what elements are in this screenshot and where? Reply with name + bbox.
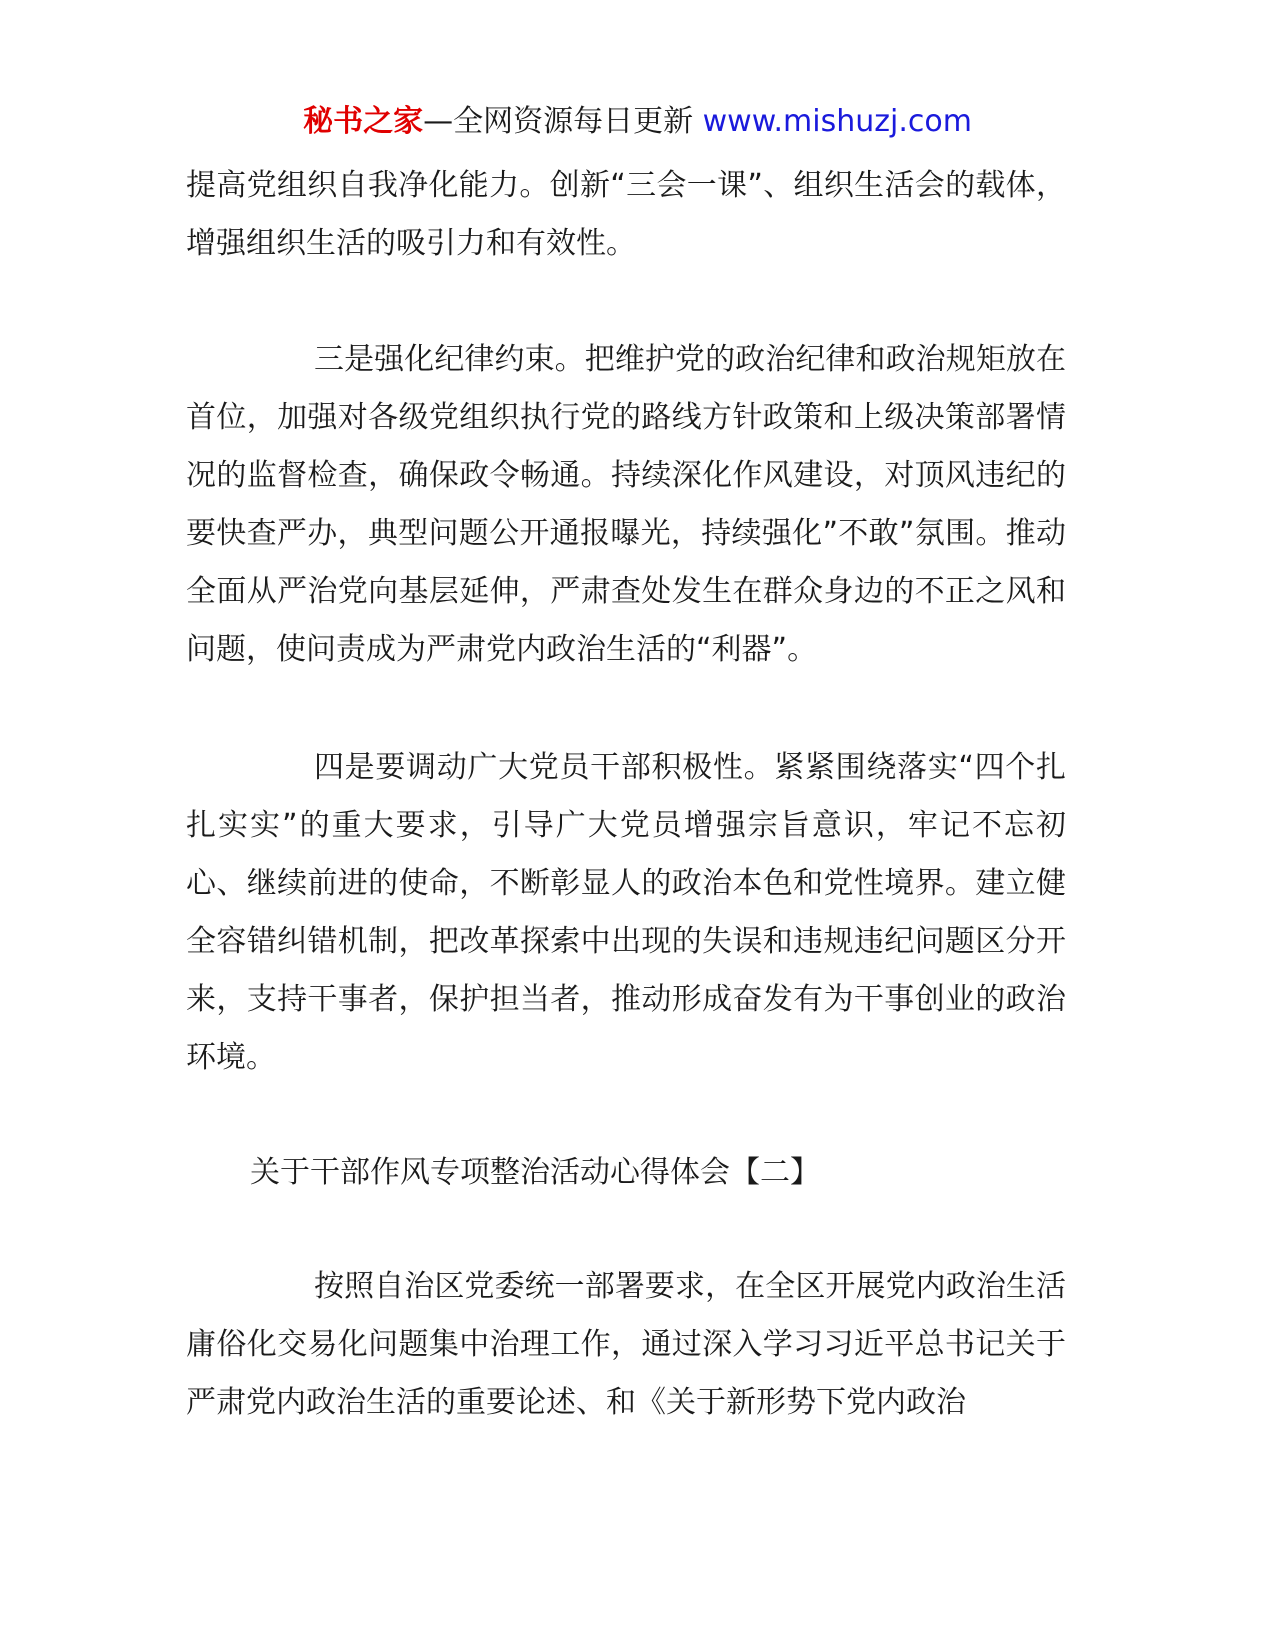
paragraph-deployment: 按照自治区党委统一部署要求，在全区开展党内政治生活庸俗化交易化问题集中治理工作，通过深入学习习近平总书记关于严肃党内政治生活的重要论述、和《关于新形势下党内政治 — [186, 1269, 1066, 1420]
site-url-link[interactable]: www.mishuzj.com — [702, 104, 972, 139]
paragraph-motivation: 四是要调动广大党员干部积极性。紧紧围绕落实“四个扎扎实实”的重大要求，引导广大党员增强宗旨意识，牢记不忘初心、继续前进的使命，不断彰显人的政治本色和党性境界。建立健全容错纠错机制，把改革探索中出现的失误和违规违纪问题区分开来，支持干事者，保护担当者，推动形成奋发有为干事创业的政治环境。 — [186, 750, 1066, 1075]
paragraph-discipline: 三是强化纪律约束。把维护党的政治纪律和政治规矩放在首位，加强对各级党组织执行党的路线方针政策和上级决策部署情况的监督检查，确保政令畅通。持续深化作风建设，对顶风违纪的要快查严办，典型问题公开通报曝光，持续强化”不敢”氛围。推动全面从严治党向基层延伸，严肃查处发生在群众身边的不正之风和问题，使问责成为严肃党内政治生活的“利器”。 — [186, 342, 1066, 667]
header-tagline: —全网资源每日更新 — [423, 104, 694, 139]
section-heading: 关于干部作风专项整治活动心得体会【二】 — [250, 1155, 820, 1190]
paragraph-continuation: 提高党组织自我净化能力。创新“三会一课”、组织生活会的载体，增强组织生活的吸引力和有效性。 — [186, 168, 1066, 261]
site-header — [0, 100, 1275, 144]
brand-name: 秘书之家 — [303, 104, 424, 139]
